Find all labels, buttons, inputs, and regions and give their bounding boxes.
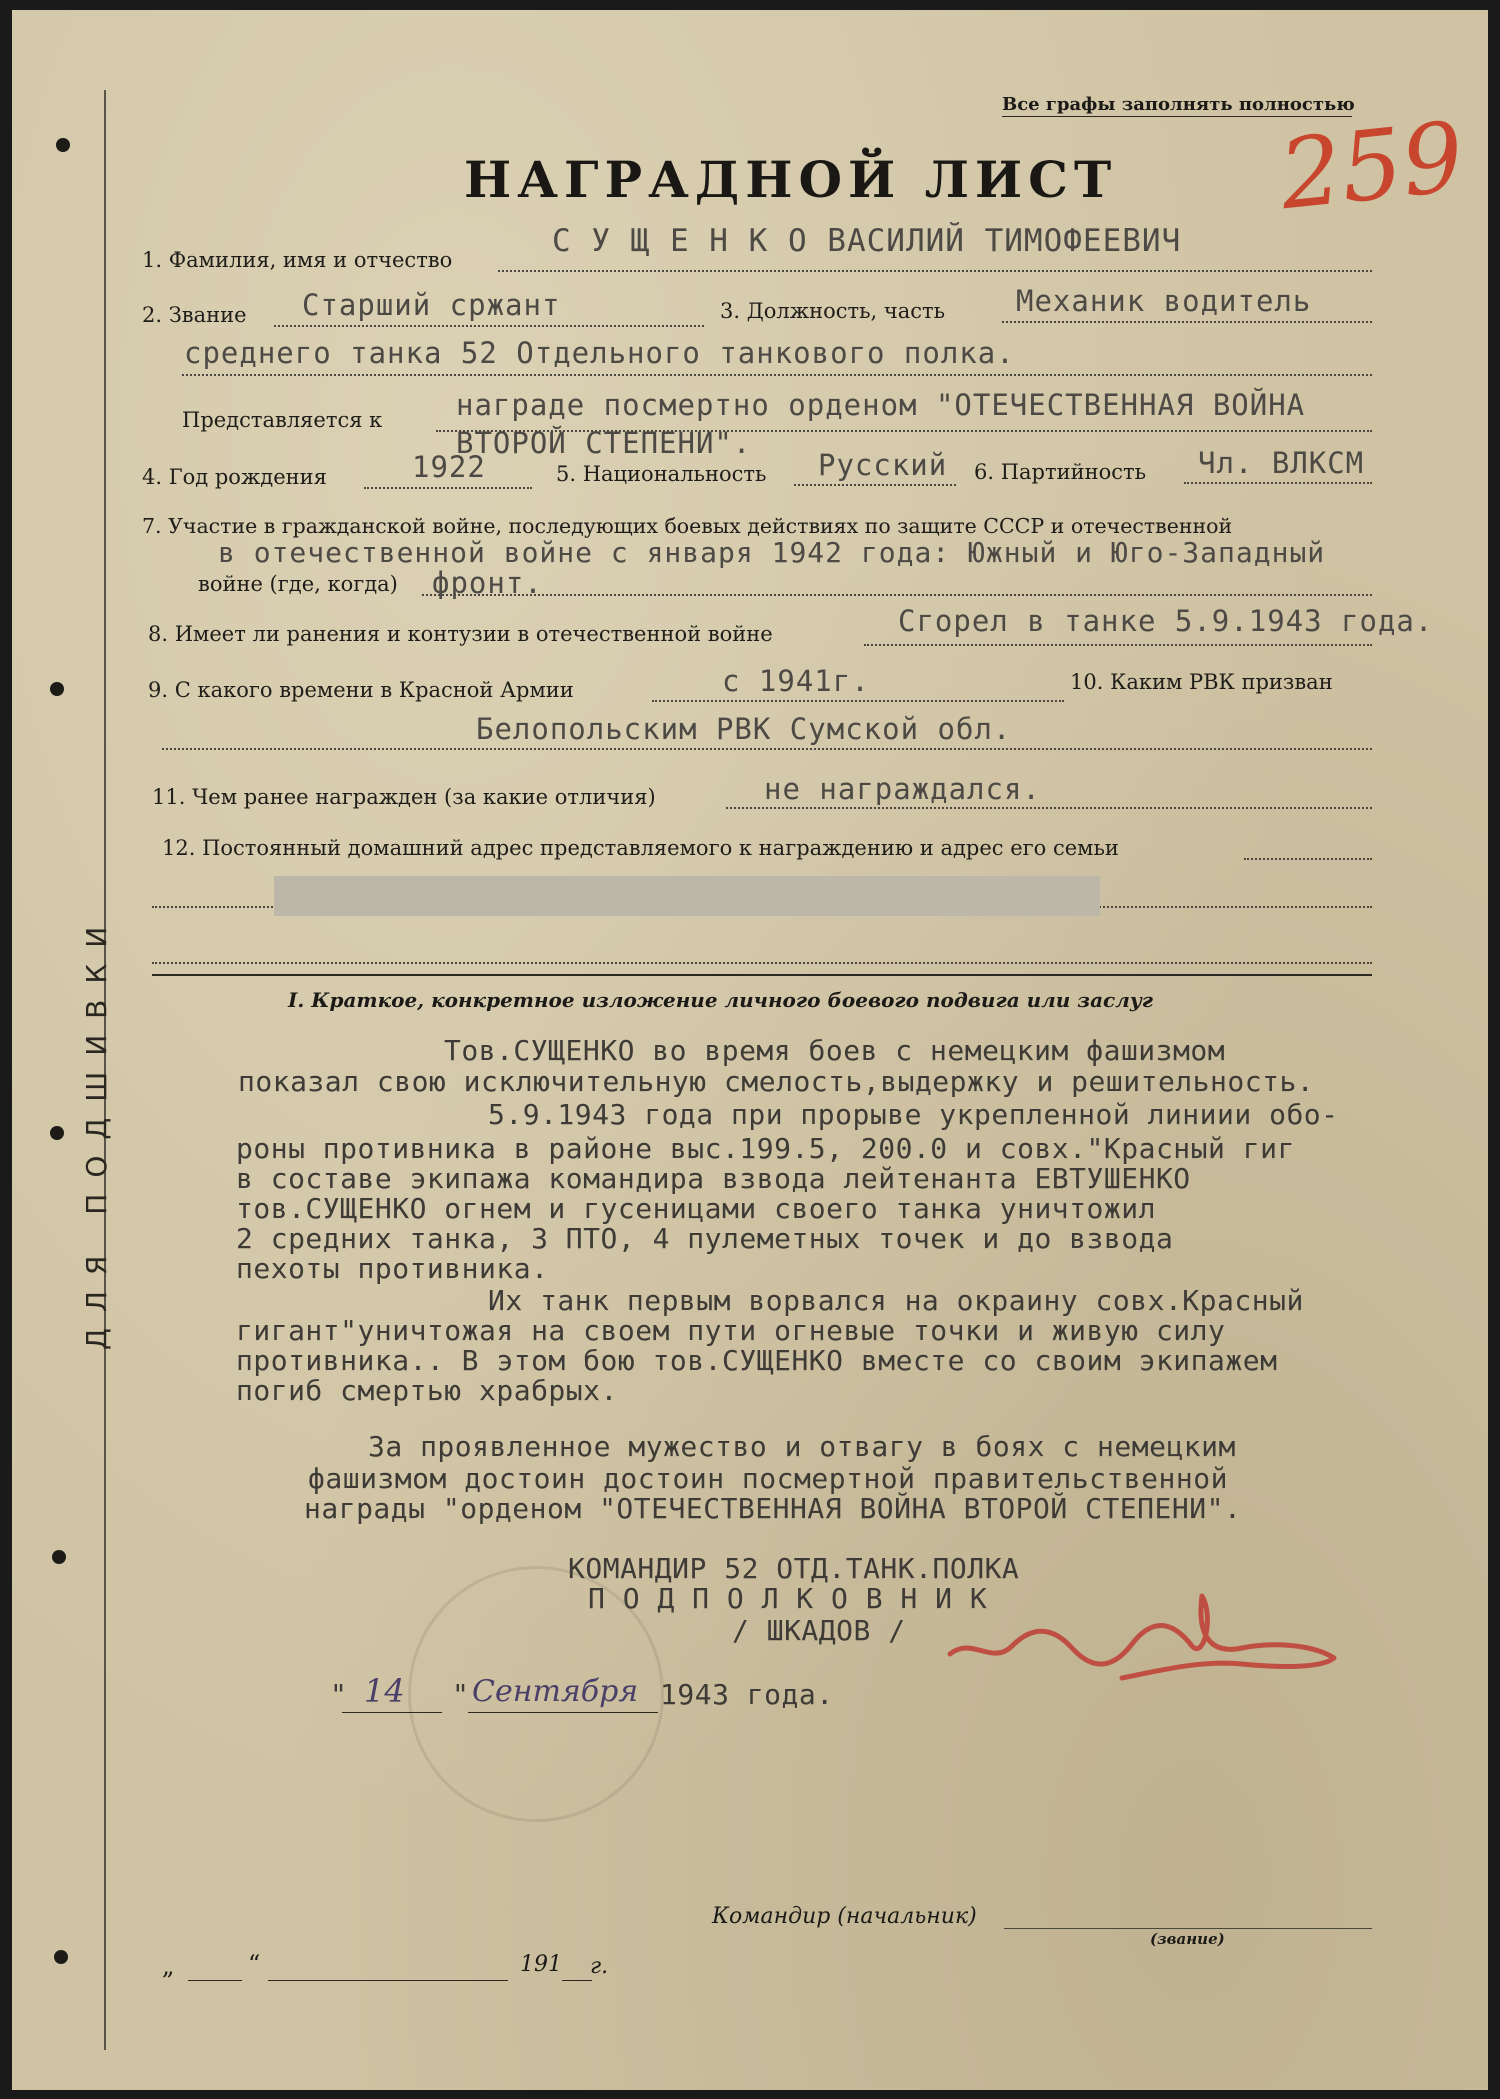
narrative-line: Их танк первым ворвался на окраину совх.Красный [488, 1284, 1304, 1317]
date-template-year: 191 [520, 1952, 562, 1977]
field-3-line [1002, 321, 1372, 323]
date-template-mid: “ [248, 1950, 261, 1978]
field-3-value-2: среднего танка 52 Отдельного танкового полка. [184, 336, 1015, 370]
narrative-line: 2 средних танка, 3 ПТО, 4 пулеметных точек и до взвода [236, 1222, 1174, 1255]
punch-hole [52, 1550, 66, 1564]
redacted-address [274, 876, 1100, 916]
commander-line [1004, 1928, 1372, 1929]
field-9-line [652, 700, 1064, 702]
field-2-value: Старший сржант [302, 288, 561, 322]
narrative-line: роны противника в районе выс.199.5, 200.0 и совх."Красный гиг [236, 1132, 1295, 1165]
presented-value-1: награде посмертно орденом "ОТЕЧЕСТВЕННАЯ ВОЙНА [456, 388, 1306, 422]
narrative-line: в составе экипажа командира взвода лейтенанта ЕВТУШЕНКО [236, 1162, 1191, 1195]
award-sheet [12, 10, 1488, 2090]
field-5-value: Русский [818, 448, 948, 482]
field-9-value: с 1941г. [722, 664, 870, 698]
narrative-line: Тов.СУЩЕНКО во время боев с немецким фашизмом [444, 1034, 1226, 1067]
field-12-label: 12. Постоянный домашний адрес представляемого к награждению и адрес его семьи [162, 836, 1119, 860]
date-template-open: „ [162, 1952, 175, 1980]
narrative-line: гигант"уничтожая на своем пути огневые точки и живую силу [236, 1314, 1226, 1347]
field-7-line [422, 594, 1372, 596]
field-3-label: 3. Должность, часть [720, 299, 946, 323]
punch-hole [56, 138, 70, 152]
narrative-line: 5.9.1943 года при прорыве укрепленной линиии обо- [488, 1098, 1339, 1131]
presented-label: Представляется к [182, 408, 383, 432]
page-title: НАГРАДНОЙ ЛИСТ [464, 150, 1118, 209]
narrative-line: фашизмом достоин достоин посмертной правительственной [308, 1462, 1228, 1495]
date-day-underline [342, 1712, 442, 1713]
signature-scribble [942, 1586, 1342, 1696]
narrative-line: награды "орденом "ОТЕЧЕСТВЕННАЯ ВОЙНА ВТОРОЙ СТЕПЕНИ". [304, 1492, 1242, 1525]
date-month: Сентября [472, 1674, 639, 1709]
section-divider [152, 974, 1372, 976]
field-6-line [1184, 482, 1372, 484]
field-11-line [726, 807, 1372, 809]
field-8-line [864, 644, 1372, 646]
punch-hole [50, 682, 64, 696]
signature-line-2: П О Д П О Л К О В Н И К [588, 1582, 988, 1615]
instruction-text: Все графы заполнять полностью [1002, 94, 1355, 115]
date-quote-close: " [452, 1678, 470, 1711]
field-3-line-2 [182, 374, 1372, 376]
field-9-label: 9. С какого времени в Красной Армии [148, 678, 574, 702]
field-10-label: 10. Каким РВК призван [1070, 670, 1333, 694]
narrative-line: погиб смертью храбрых. [236, 1374, 618, 1407]
date-template-line-day [188, 1980, 242, 1981]
section-heading: I. Краткое, конкретное изложение личного боевого подвига или заслуг [288, 988, 1154, 1012]
narrative-line: противника.. В этом бою тов.СУЩЕНКО вместе со своим экипажем [236, 1344, 1278, 1377]
rank-label: (звание) [1150, 1930, 1225, 1948]
field-2-label: 2. Звание [142, 303, 247, 327]
field-6-label: 6. Партийность [974, 460, 1147, 484]
narrative-line: тов.СУЩЕНКО огнем и гусеницами своего танка уничтожил [236, 1192, 1156, 1225]
margin-binding-text: ДЛЯ ПОДШИВКИ [80, 910, 113, 1350]
field-12-line-1 [1244, 858, 1372, 860]
field-10-value: Белопольским РВК Сумской обл. [476, 712, 1012, 746]
date-year: 1943 года. [660, 1678, 834, 1711]
punch-hole [54, 1950, 68, 1964]
narrative-line: показал свою исключительную смелость,выдержку и решительность. [238, 1065, 1315, 1098]
field-7-value-1: в отечественной войне с января 1942 года: Южный и Юго-Западный [218, 536, 1326, 569]
field-6-value: Чл. ВЛКСМ [1198, 446, 1365, 480]
narrative-line: пехоты противника. [236, 1252, 549, 1285]
field-11-value: не награждался. [764, 772, 1041, 806]
field-3-value-1: Механик водитель [1016, 284, 1312, 318]
commander-label: Командир (начальник) [712, 1904, 977, 1929]
field-5-line [794, 484, 956, 486]
signature-line-1: КОМАНДИР 52 ОТД.ТАНК.ПОЛКА [568, 1552, 1020, 1585]
field-8-label: 8. Имеет ли ранения и контузии в отечественной войне [148, 622, 773, 646]
date-template-line-year [562, 1980, 592, 1981]
field-2-line [274, 325, 704, 327]
field-8-value: Сгорел в танке 5.9.1943 года. [898, 604, 1434, 638]
field-10-line [162, 748, 1372, 750]
field-4-label: 4. Год рождения [142, 465, 327, 489]
field-11-label: 11. Чем ранее награжден (за какие отличия) [152, 785, 656, 809]
field-12-line-3 [152, 962, 1372, 964]
field-7-value-2: фронт. [432, 566, 543, 600]
date-template-line-month [268, 1980, 508, 1981]
signature-line-3: / ШКАДОВ / [732, 1614, 906, 1647]
field-4-line [364, 487, 532, 489]
presented-value-2: ВТОРОЙ СТЕПЕНИ". [456, 426, 752, 460]
handwritten-number: 259 [1274, 100, 1469, 232]
field-1-value: С У Щ Е Н К О ВАСИЛИЙ ТИМОФЕЕВИЧ [552, 223, 1182, 259]
date-quote-open: " [330, 1678, 348, 1711]
date-month-underline [468, 1712, 658, 1713]
field-1-label: 1. Фамилия, имя и отчество [142, 248, 453, 272]
punch-hole [50, 1126, 64, 1140]
field-4-value: 1922 [412, 450, 486, 484]
narrative-line: За проявленное мужество и отвагу в боях с немецким [368, 1430, 1236, 1463]
date-template-g: г. [590, 1954, 609, 1979]
field-7-label-1: 7. Участие в гражданской войне, последующих боевых действиях по защите СССР и отечественной [142, 514, 1233, 538]
field-5-label: 5. Национальность [556, 462, 767, 486]
field-1-line [498, 270, 1372, 272]
field-7-label-2: войне (где, когда) [198, 572, 398, 596]
date-day: 14 [364, 1672, 405, 1710]
